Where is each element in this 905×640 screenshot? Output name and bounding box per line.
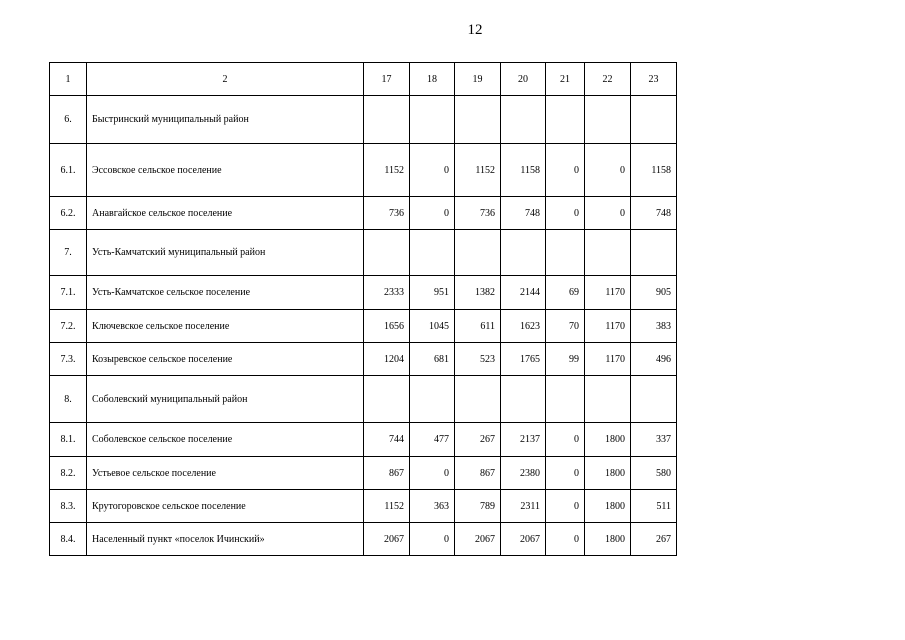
table-row bbox=[50, 376, 677, 423]
value-cell-col-23: 383 bbox=[631, 310, 677, 343]
value-cell-col-17 bbox=[364, 230, 410, 276]
row-name: Эссовское сельское поселение bbox=[87, 144, 364, 197]
value-cell-col-18: 477 bbox=[410, 423, 455, 457]
value-cell-col-20 bbox=[501, 96, 546, 144]
table-row bbox=[50, 423, 677, 457]
value-cell-col-23: 496 bbox=[631, 343, 677, 376]
table-row bbox=[50, 310, 677, 343]
value-cell-col-17: 1152 bbox=[364, 490, 410, 523]
value-cell-col-17 bbox=[364, 376, 410, 423]
value-cell-col-19: 789 bbox=[455, 490, 501, 523]
value-cell-col-22: 1800 bbox=[585, 423, 631, 457]
value-cell-col-20: 2311 bbox=[501, 490, 546, 523]
header-cell: 22 bbox=[585, 63, 631, 96]
value-cell-col-18 bbox=[410, 230, 455, 276]
value-cell-col-18: 363 bbox=[410, 490, 455, 523]
value-cell-col-17: 736 bbox=[364, 197, 410, 230]
value-cell-col-19: 1382 bbox=[455, 276, 501, 310]
header-cell: 23 bbox=[631, 63, 677, 96]
value-cell-col-20: 2137 bbox=[501, 423, 546, 457]
value-cell-col-21: 0 bbox=[546, 457, 585, 490]
header-cell: 17 bbox=[364, 63, 410, 96]
value-cell-col-21: 0 bbox=[546, 197, 585, 230]
value-cell-col-23: 1158 bbox=[631, 144, 677, 197]
row-number: 8.1. bbox=[50, 423, 87, 457]
value-cell-col-22: 1170 bbox=[585, 343, 631, 376]
value-cell-col-21 bbox=[546, 230, 585, 276]
row-name: Крутогоровское сельское поселение bbox=[87, 490, 364, 523]
value-cell-col-23: 748 bbox=[631, 197, 677, 230]
value-cell-col-22 bbox=[585, 376, 631, 423]
row-number: 8. bbox=[50, 376, 87, 423]
table-row bbox=[50, 230, 677, 276]
value-cell-col-17: 867 bbox=[364, 457, 410, 490]
row-number: 8.2. bbox=[50, 457, 87, 490]
row-number: 8.4. bbox=[50, 523, 87, 556]
value-cell-col-17: 2067 bbox=[364, 523, 410, 556]
value-cell-col-18: 1045 bbox=[410, 310, 455, 343]
value-cell-col-20: 2067 bbox=[501, 523, 546, 556]
header-cell: 1 bbox=[50, 63, 87, 96]
value-cell-col-22: 0 bbox=[585, 197, 631, 230]
row-number: 6.1. bbox=[50, 144, 87, 197]
row-name: Ключевское сельское поселение bbox=[87, 310, 364, 343]
value-cell-col-22: 1800 bbox=[585, 523, 631, 556]
value-cell-col-23: 580 bbox=[631, 457, 677, 490]
value-cell-col-18: 951 bbox=[410, 276, 455, 310]
row-name: Соболевское сельское поселение bbox=[87, 423, 364, 457]
row-number: 6.2. bbox=[50, 197, 87, 230]
row-name: Анавгайское сельское поселение bbox=[87, 197, 364, 230]
value-cell-col-19 bbox=[455, 230, 501, 276]
row-name: Усть-Камчатский муниципальный район bbox=[87, 230, 364, 276]
value-cell-col-22: 1170 bbox=[585, 276, 631, 310]
value-cell-col-22: 0 bbox=[585, 144, 631, 197]
row-name: Быстринский муниципальный район bbox=[87, 96, 364, 144]
value-cell-col-20: 1158 bbox=[501, 144, 546, 197]
value-cell-col-19: 2067 bbox=[455, 523, 501, 556]
value-cell-col-19 bbox=[455, 376, 501, 423]
value-cell-col-19: 736 bbox=[455, 197, 501, 230]
table-row bbox=[50, 523, 677, 556]
row-name: Усть-Камчатское сельское поселение bbox=[87, 276, 364, 310]
value-cell-col-19: 867 bbox=[455, 457, 501, 490]
table-row bbox=[50, 457, 677, 490]
table-row bbox=[50, 343, 677, 376]
value-cell-col-19: 611 bbox=[455, 310, 501, 343]
value-cell-col-20 bbox=[501, 230, 546, 276]
header-cell: 2 bbox=[87, 63, 364, 96]
value-cell-col-21: 0 bbox=[546, 423, 585, 457]
value-cell-col-18 bbox=[410, 96, 455, 144]
header-cell: 21 bbox=[546, 63, 585, 96]
value-cell-col-19: 267 bbox=[455, 423, 501, 457]
value-cell-col-18: 0 bbox=[410, 523, 455, 556]
row-name: Козыревское сельское поселение bbox=[87, 343, 364, 376]
value-cell-col-21: 69 bbox=[546, 276, 585, 310]
value-cell-col-22: 1800 bbox=[585, 457, 631, 490]
header-cell: 20 bbox=[501, 63, 546, 96]
value-cell-col-23: 267 bbox=[631, 523, 677, 556]
row-number: 7.1. bbox=[50, 276, 87, 310]
value-cell-col-20 bbox=[501, 376, 546, 423]
value-cell-col-21: 0 bbox=[546, 523, 585, 556]
value-cell-col-17: 2333 bbox=[364, 276, 410, 310]
row-name: Устьевое сельское поселение bbox=[87, 457, 364, 490]
value-cell-col-23: 511 bbox=[631, 490, 677, 523]
value-cell-col-18: 0 bbox=[410, 197, 455, 230]
table-row bbox=[50, 197, 677, 230]
value-cell-col-21 bbox=[546, 376, 585, 423]
value-cell-col-22: 1800 bbox=[585, 490, 631, 523]
row-number: 8.3. bbox=[50, 490, 87, 523]
value-cell-col-20: 748 bbox=[501, 197, 546, 230]
value-cell-col-20: 2380 bbox=[501, 457, 546, 490]
value-cell-col-17: 1204 bbox=[364, 343, 410, 376]
value-cell-col-21: 0 bbox=[546, 144, 585, 197]
row-number: 7. bbox=[50, 230, 87, 276]
row-number: 7.2. bbox=[50, 310, 87, 343]
value-cell-col-17: 744 bbox=[364, 423, 410, 457]
row-number: 6. bbox=[50, 96, 87, 144]
value-cell-col-19 bbox=[455, 96, 501, 144]
value-cell-col-22 bbox=[585, 230, 631, 276]
value-cell-col-21: 0 bbox=[546, 490, 585, 523]
table-row bbox=[50, 144, 677, 197]
value-cell-col-23 bbox=[631, 96, 677, 144]
value-cell-col-22: 1170 bbox=[585, 310, 631, 343]
value-cell-col-21: 70 bbox=[546, 310, 585, 343]
value-cell-col-18 bbox=[410, 376, 455, 423]
header-cell: 18 bbox=[410, 63, 455, 96]
value-cell-col-17: 1656 bbox=[364, 310, 410, 343]
value-cell-col-23: 905 bbox=[631, 276, 677, 310]
header-cell: 19 bbox=[455, 63, 501, 96]
table-row bbox=[50, 276, 677, 310]
value-cell-col-22 bbox=[585, 96, 631, 144]
value-cell-col-21: 99 bbox=[546, 343, 585, 376]
value-cell-col-18: 681 bbox=[410, 343, 455, 376]
table-row bbox=[50, 96, 677, 144]
value-cell-col-23: 337 bbox=[631, 423, 677, 457]
page-number: 12 bbox=[467, 22, 483, 38]
value-cell-col-23 bbox=[631, 230, 677, 276]
table-row bbox=[50, 490, 677, 523]
header-row bbox=[50, 63, 677, 96]
row-name: Населенный пункт «поселок Ичинский» bbox=[87, 523, 364, 556]
value-cell-col-20: 1623 bbox=[501, 310, 546, 343]
value-cell-col-23 bbox=[631, 376, 677, 423]
data-table bbox=[49, 62, 677, 556]
value-cell-col-17 bbox=[364, 96, 410, 144]
value-cell-col-19: 523 bbox=[455, 343, 501, 376]
value-cell-col-17: 1152 bbox=[364, 144, 410, 197]
value-cell-col-18: 0 bbox=[410, 144, 455, 197]
value-cell-col-21 bbox=[546, 96, 585, 144]
value-cell-col-20: 2144 bbox=[501, 276, 546, 310]
row-name: Соболевский муниципальный район bbox=[87, 376, 364, 423]
value-cell-col-20: 1765 bbox=[501, 343, 546, 376]
value-cell-col-19: 1152 bbox=[455, 144, 501, 197]
value-cell-col-18: 0 bbox=[410, 457, 455, 490]
row-number: 7.3. bbox=[50, 343, 87, 376]
